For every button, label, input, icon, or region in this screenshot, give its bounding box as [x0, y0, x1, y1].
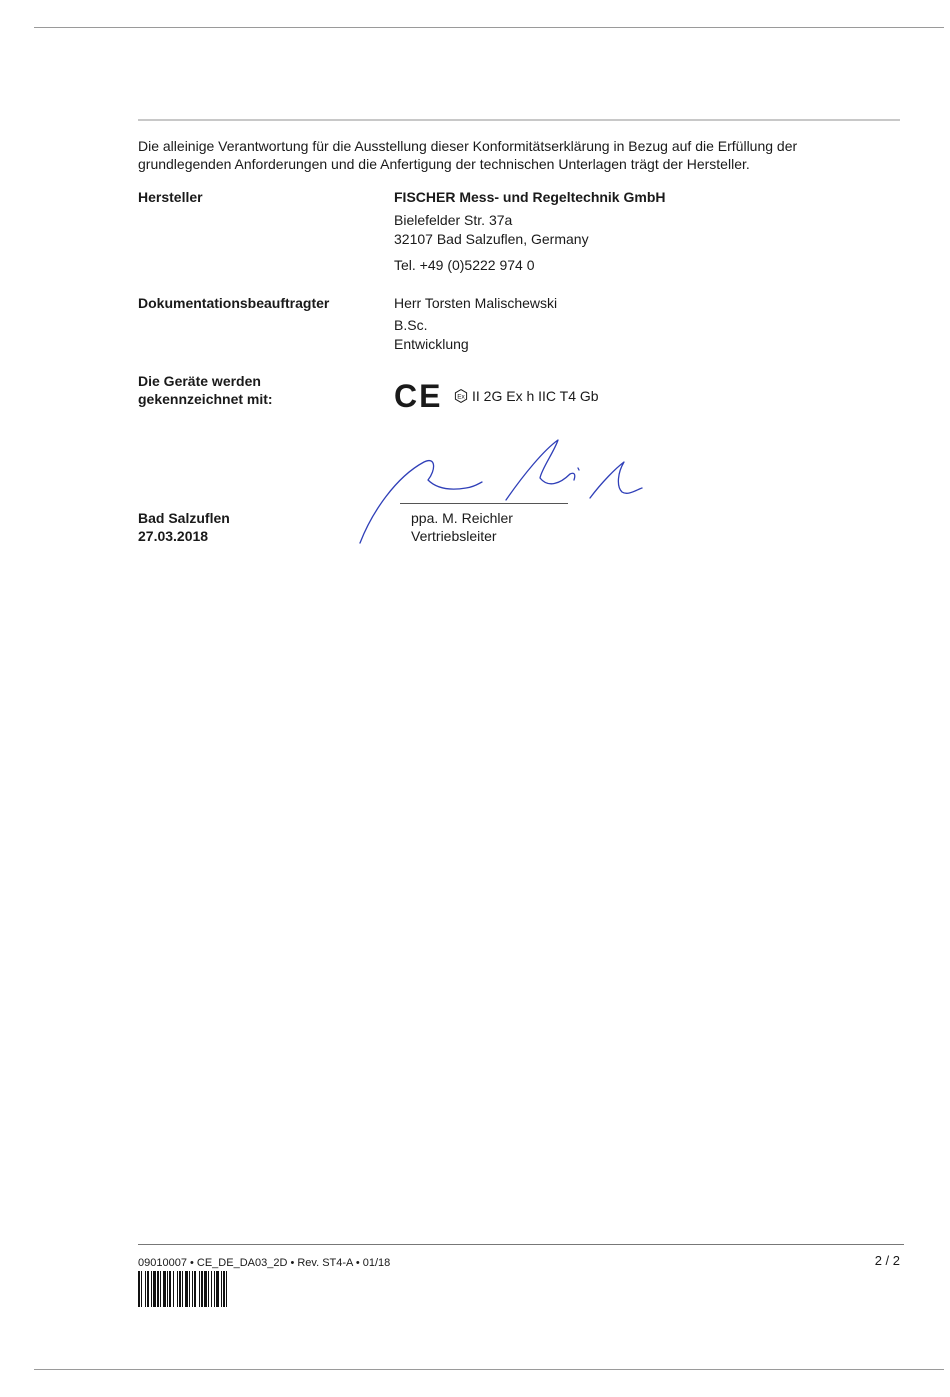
barcode-bar	[145, 1271, 146, 1307]
barcode-bar	[179, 1271, 181, 1307]
barcode-bar	[147, 1271, 149, 1307]
barcode-bar	[221, 1271, 222, 1307]
signing-place: Bad Salzuflen	[138, 510, 230, 526]
ex-symbol-text: Ex	[457, 393, 465, 401]
marking-label	[138, 372, 273, 408]
barcode-bar	[167, 1271, 168, 1307]
marking-label-line-2: gekennzeichnet mit:	[138, 391, 273, 407]
barcode-bar	[192, 1271, 193, 1307]
ex-hexagon-icon	[454, 389, 468, 403]
manufacturer-label: Hersteller	[138, 189, 203, 205]
manufacturer-company: FISCHER Mess- und Regeltechnik GmbH	[394, 189, 666, 205]
barcode-bar	[173, 1271, 174, 1307]
barcode-bar	[214, 1271, 215, 1307]
signatory-name: ppa. M. Reichler	[411, 510, 513, 526]
handwritten-signature	[354, 432, 654, 547]
page-number: 2 / 2	[874, 1253, 900, 1268]
bottom-scan-edge	[34, 1369, 944, 1370]
barcode-bar	[223, 1271, 225, 1307]
barcode-bar	[157, 1271, 159, 1307]
ex-marking-text: II 2G Ex h IIC T4 Gb	[472, 388, 599, 404]
footer-rule	[138, 1244, 904, 1245]
barcode-bar	[177, 1271, 178, 1307]
barcode-bar	[226, 1271, 227, 1307]
barcode-bar	[151, 1271, 152, 1307]
barcode-bar	[201, 1271, 203, 1307]
barcode-bar	[169, 1271, 171, 1307]
barcode-bar	[194, 1271, 196, 1307]
documentation-degree: B.Sc.	[394, 317, 428, 333]
barcode-bar	[182, 1271, 183, 1307]
intro-line-1: Die alleinige Verantwortung für die Ausstellung dieser Konformitätserklärung in Bezug auf die Erfüllung der	[138, 138, 798, 154]
barcode-bar	[153, 1271, 156, 1307]
barcode-bar	[163, 1271, 166, 1307]
barcode-bar	[199, 1271, 200, 1307]
barcode-bar	[138, 1271, 140, 1307]
documentation-department: Entwicklung	[394, 336, 469, 352]
signature-line	[400, 503, 568, 504]
manufacturer-street: Bielefelder Str. 37a	[394, 212, 513, 228]
signatory-role: Vertriebsleiter	[411, 528, 497, 544]
manufacturer-city: 32107 Bad Salzuflen, Germany	[394, 231, 589, 247]
documentation-name: Herr Torsten Malischewski	[394, 295, 558, 311]
footer-document-code: 09010007 • CE_DE_DA03_2D • Rev. ST4-A • 01/18	[138, 1257, 391, 1269]
marking-label-line-1: Die Geräte werden	[138, 373, 261, 389]
documentation-label: Dokumentationsbeauftragter	[138, 295, 330, 311]
barcode-bar	[211, 1271, 212, 1307]
barcode-bar	[204, 1271, 207, 1307]
barcode-bar	[141, 1271, 142, 1307]
barcode-bar	[189, 1271, 190, 1307]
intro-paragraph	[138, 137, 878, 173]
barcode-bar	[185, 1271, 188, 1307]
barcode-bar	[208, 1271, 209, 1307]
barcode-bar	[216, 1271, 219, 1307]
ce-mark: CE	[394, 378, 443, 414]
intro-line-2: grundlegenden Anforderungen und die Anfertigung der technischen Unterlagen trägt der Hersteller.	[138, 156, 750, 172]
manufacturer-phone: Tel. +49 (0)5222 974 0	[394, 257, 535, 273]
signing-date: 27.03.2018	[138, 528, 209, 544]
barcode	[138, 1271, 290, 1307]
header-rule	[138, 119, 900, 121]
barcode-bar	[160, 1271, 161, 1307]
top-scan-edge	[34, 27, 944, 28]
